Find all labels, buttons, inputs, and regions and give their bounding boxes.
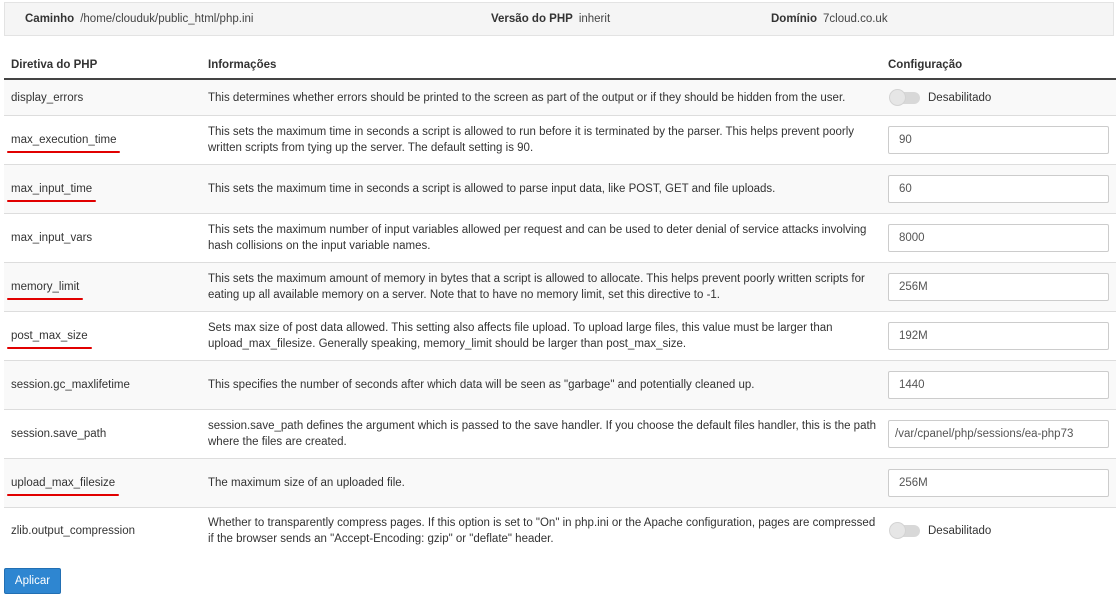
path-info [25, 13, 253, 25]
header-configuration: Configuração [888, 59, 963, 71]
table-row [4, 116, 1116, 165]
directive-name: max_execution_time [11, 134, 117, 146]
directive-info: This sets the maximum number of input variables allowed per request and can be used to deter denial of service attacks involving hash collisions on the input variable names. [208, 224, 867, 252]
zlib-compression-toggle[interactable] [890, 525, 991, 537]
toggle-switch[interactable] [890, 525, 920, 537]
max-input-time-input[interactable] [888, 175, 1109, 203]
domain-label: Domínio [771, 13, 817, 25]
max-execution-time-input[interactable] [888, 126, 1109, 154]
directive-info: Sets max size of post data allowed. This setting also affects file upload. To upload large files, this value must be larger than upload_max_filesize. Generally speaking, memory_limit should be larger than post_max_size. [208, 322, 833, 350]
toggle-knob [889, 89, 906, 106]
upload-max-filesize-input[interactable] [888, 469, 1109, 497]
memory-limit-input[interactable] [888, 273, 1109, 301]
directive-info: This determines whether errors should be printed to the screen as part of the output or if they should be hidden from the user. [208, 91, 846, 104]
directive-info: This sets the maximum amount of memory in bytes that a script is allowed to allocate. This helps prevent poorly written scripts for eating up all available memory on a server. Note that to have no memory limit, set this directive to -1. [208, 273, 865, 301]
directive-info: This sets the maximum time in seconds a script is allowed to parse input data, like POST, GET and file uploads. [208, 183, 776, 195]
directive-name: display_errors [11, 91, 84, 104]
directive-name: upload_max_filesize [11, 477, 116, 489]
table-row [4, 214, 1116, 263]
directive-name: session.save_path [11, 428, 107, 440]
table-row [4, 361, 1116, 410]
post-max-size-input[interactable] [888, 322, 1109, 350]
directive-name: session.gc_maxlifetime [11, 379, 130, 391]
header-information: Informações [208, 59, 277, 71]
table-row [4, 508, 1116, 553]
directive-name: memory_limit [11, 281, 80, 293]
directive-name: zlib.output_compression [11, 524, 136, 537]
path-label: Caminho [25, 13, 75, 25]
path-value: /home/clouduk/public_html/php.ini [80, 13, 254, 25]
table-header [4, 52, 1116, 80]
toggle-knob [889, 522, 906, 539]
toggle-label: Desabilitado [928, 524, 992, 537]
toggle-switch[interactable] [890, 92, 920, 104]
directive-name: max_input_vars [11, 232, 93, 244]
php-version-label: Versão do PHP [491, 13, 573, 25]
php-info-bar [4, 2, 1114, 36]
directive-info: This sets the maximum time in seconds a script is allowed to run before it is terminated by the parser. This helps prevent poorly written scripts from tying up the server. The default setting is 90. [208, 126, 854, 154]
display-errors-toggle[interactable] [890, 92, 991, 104]
directive-info: session.save_path defines the argument which is passed to the save handler. If you choose the default files handler, this is the path where the files are created. [208, 420, 877, 448]
php-version-value: inherit [578, 13, 611, 25]
directive-info: This specifies the number of seconds after which data will be seen as "garbage" and potentially cleaned up. [208, 379, 755, 391]
session-save-path-input[interactable] [888, 420, 1109, 448]
directive-name: max_input_time [11, 183, 93, 195]
table-row [4, 312, 1116, 361]
directive-info: The maximum size of an uploaded file. [208, 477, 405, 489]
directive-name: post_max_size [11, 330, 88, 342]
table-row [4, 80, 1116, 116]
apply-button[interactable]: Aplicar [4, 568, 61, 594]
header-directive: Diretiva do PHP [11, 59, 98, 71]
table-row [4, 459, 1116, 508]
toggle-label: Desabilitado [928, 91, 992, 104]
domain-value: 7cloud.co.uk [823, 13, 888, 25]
table-row [4, 263, 1116, 312]
max-input-vars-input[interactable] [888, 224, 1109, 252]
directive-info: Whether to transparently compress pages. If this option is set to "On" in php.ini or the Apache configuration, pages are compressed if the browser sends an "Accept-Encoding: gzip" or "deflate" header. [208, 516, 876, 545]
table-row [4, 165, 1116, 214]
session-gc-maxlifetime-input[interactable] [888, 371, 1109, 399]
domain-info [771, 13, 888, 25]
table-row [4, 410, 1116, 459]
php-version-info [491, 13, 610, 25]
